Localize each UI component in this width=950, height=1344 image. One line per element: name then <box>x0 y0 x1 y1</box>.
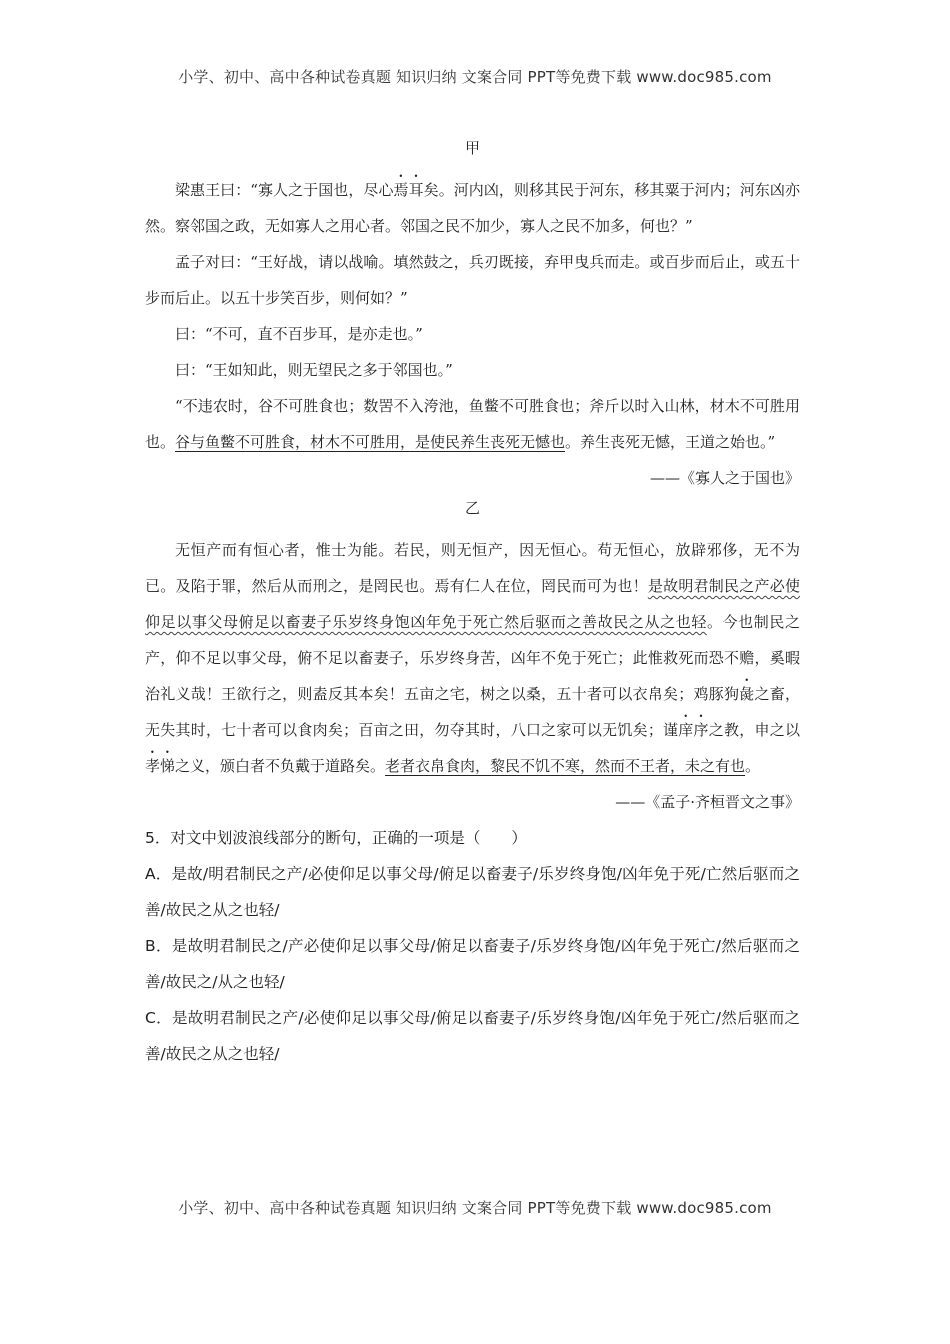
passage-a-title: 甲 <box>464 139 480 157</box>
emphasis-dot-text: 彘 <box>739 685 755 703</box>
passage-b-paragraph-1: 无恒产而有恒心者，惟士为能。若民，则无恒产，因无恒心。苟无恒心，放辟邪侈，无不为已。及陷于罪，然后从而刑之，是罔民也。焉有仁人在位，罔民而可为也！是故明君制民之产必使仰足以事父母俯足以畜妻子乐岁终身饱凶年免于死亡然后驱而之善故民之从之也轻。今也制民之产，仰不足以事父母，俯不足以畜妻子，乐岁终身苦，凶年不免于死亡；此惟救死而恐不赡，奚暇治礼义哉！王欲行之，则盍反其本矣！五亩之宅，树之以桑，五十者可以衣帛矣；鸡豚狗彘之畜，无失其时，七十者可以食肉矣；百亩之田，勿夺其时，八口之家可以无饥矣；谨庠序之教，申之以孝悌之义，颁白者不负戴于道路矣。老者衣帛食肉，黎民不饥不寒，然而不王者，未之有也。 <box>145 541 800 775</box>
emphasis-dot-text: 庠序 <box>678 721 709 739</box>
passage-b-title: 乙 <box>464 499 480 517</box>
option-c: C．是故明君制民之产/必使仰足以事父母/俯足以畜妻子/乐岁终身饱/凶年免于死亡/然后驱而之善/故民之从之也轻/ <box>145 1009 800 1063</box>
emphasis-dot-text: 孝悌 <box>145 757 176 775</box>
option-a: A．是故/明君制民之产/必使仰足以事父母/俯足以畜妻子/乐岁终身饱/凶年免于死/亡然后驱而之善/故民之从之也轻/ <box>145 865 800 919</box>
document-body <box>145 136 800 1072</box>
underlined-sentence: 老者衣帛食肉，黎民不饥不寒，然而不王者，未之有也 <box>385 757 746 775</box>
option-b: B．是故明君制民之/产必使仰足以事父母/俯足以畜妻子/乐岁终身饱/凶年免于死亡/然后驱而之善/故民之/从之也轻/ <box>145 937 800 991</box>
emphasis-dot-text: 焉耳 <box>393 181 424 199</box>
underlined-sentence: 谷与鱼鳖不可胜食，材木不可胜用，是使民养生丧死无憾也 <box>175 433 566 451</box>
passage-a-source: ——《寡人之于国也》 <box>649 469 800 487</box>
question-stem: 5．对文中划波浪线部分的断句，正确的一项是（ ） <box>145 829 527 847</box>
passage-a-paragraph-4: 曰：“王如知此，则无望民之多于邻国也。” <box>175 361 453 379</box>
page-header: 小学、初中、高中各种试卷真题 知识归纳 文案合同 PPT等免费下载 www.doc985.com <box>178 68 772 86</box>
passage-a-paragraph-1: 梁惠王曰：“寡人之于国也，尽心焉耳矣。河内凶，则移其民于河东，移其粟于河内；河东凶亦然。察邻国之政，无如寡人之用心者。邻国之民不加少，寡人之民不加多，何也？” <box>145 181 800 235</box>
passage-a-paragraph-2: 孟子对曰：“王好战，请以战喻。填然鼓之，兵刃既接，弃甲曳兵而走。或百步而后止，或五十步而后止。以五十步笑百步，则何如？” <box>145 253 800 307</box>
passage-a-paragraph-5: “不违农时，谷不可胜食也；数罟不入洿池，鱼鳖不可胜食也；斧斤以时入山林，材木不可胜用也。谷与鱼鳖不可胜食，材木不可胜用，是使民养生丧死无憾也。养生丧死无憾，王道之始也。” <box>145 397 800 451</box>
passage-a-paragraph-3: 曰：“不可，直不百步耳，是亦走也。” <box>175 325 423 343</box>
page-footer: 小学、初中、高中各种试卷真题 知识归纳 文案合同 PPT等免费下载 www.doc985.com <box>178 1199 772 1217</box>
wavy-underlined-passage: 是故明君制民之产必使仰足以事父母俯足以畜妻子乐岁终身饱凶年免于死亡然后驱而之善故民之从之也轻 <box>145 577 800 631</box>
passage-b-source: ——《孟子·齐桓晋文之事》 <box>615 793 800 811</box>
